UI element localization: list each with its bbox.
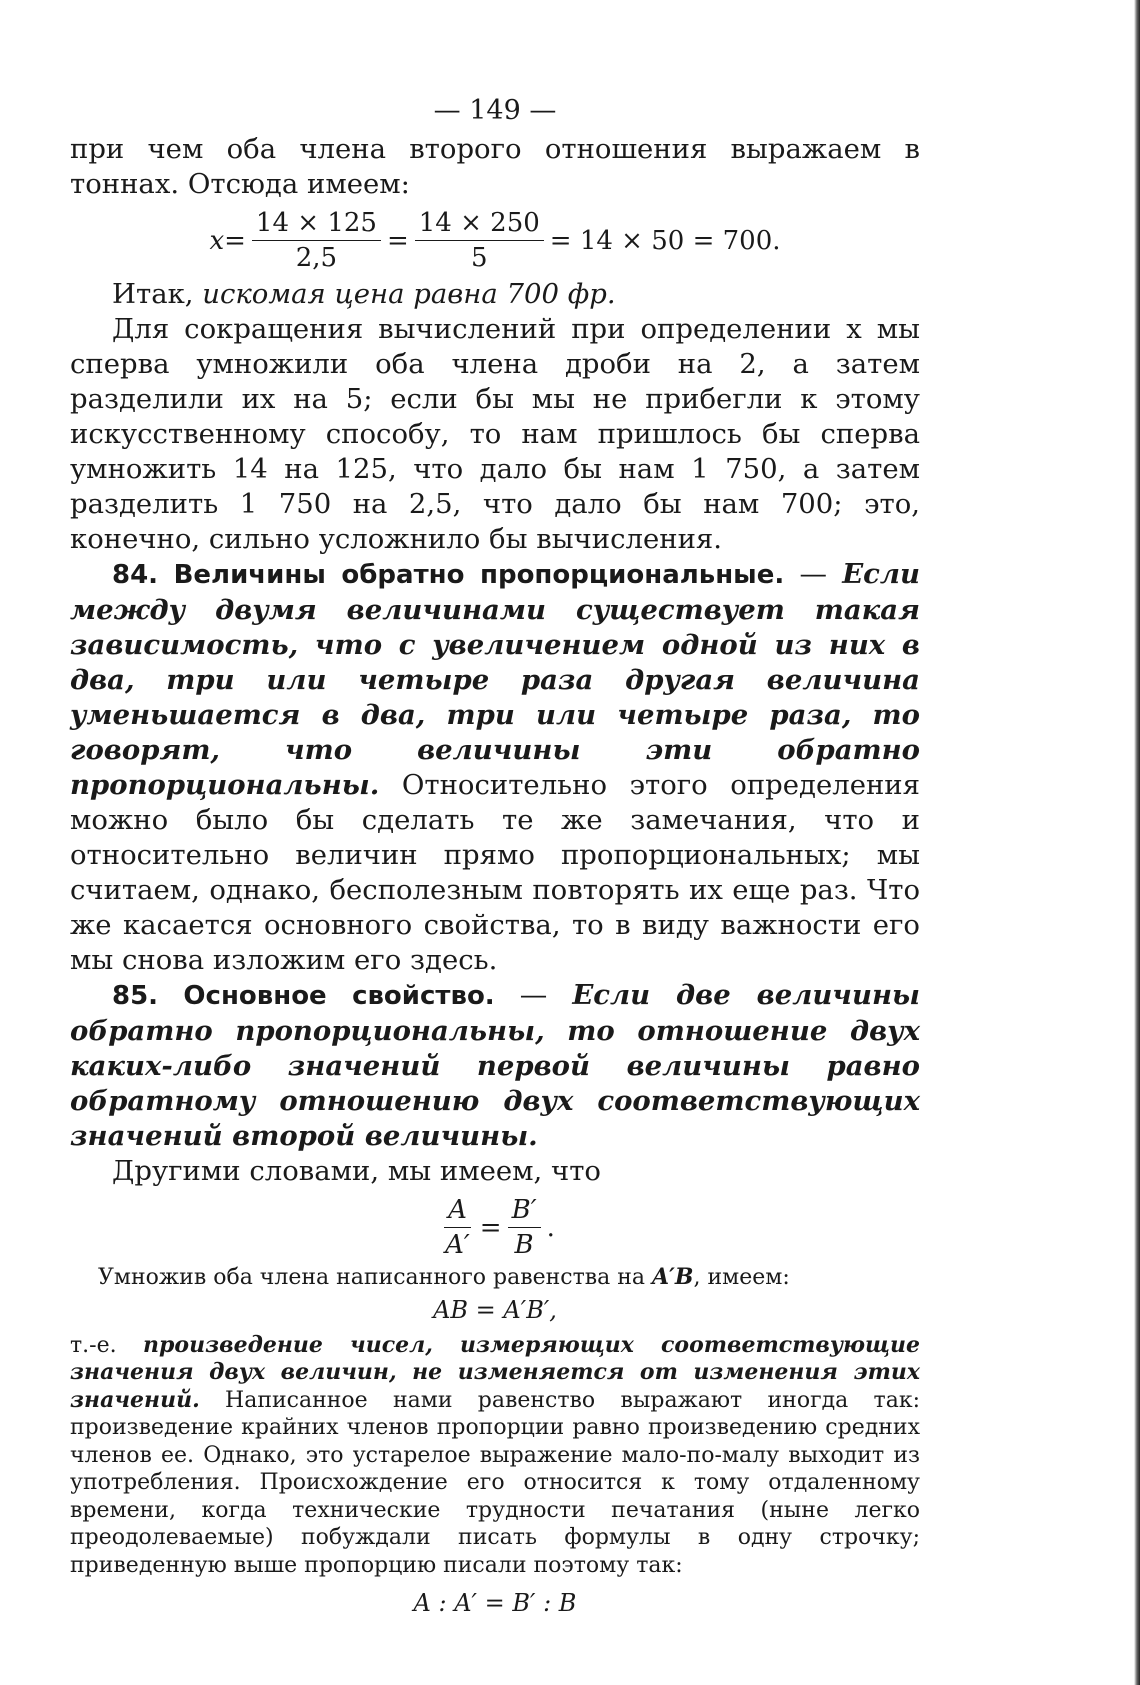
- formula-2-end: .: [546, 1212, 555, 1243]
- section-84: [70, 557, 920, 978]
- paragraph-3: Для сокращения вычислений при определении x мы сперва умножили оба члена дроби на 2, а затем разделили их на 5; если бы мы не прибегли к этому искусственному способу, то нам пришлось бы сперва умножить 14 на 125, что дало бы нам 1 750, а затем разделить 1 750 на 2,5, что дало бы нам 700; это, конечно, сильно усложнило бы вычисления.: [70, 313, 920, 555]
- page-number: — 149 —: [433, 95, 557, 126]
- section-85: [70, 978, 920, 1154]
- formula-1-frac-2: [415, 208, 544, 273]
- formula-2-frac-1: [441, 1195, 474, 1260]
- paragraph-2: [70, 277, 920, 312]
- small-2-italic: произведение чисел, измеряющих соответствующие значения двух величин, не изменяется от изменения этих значений.: [70, 1331, 920, 1413]
- section-85-title: 85. Основное свойство.: [112, 981, 495, 1011]
- page: [70, 95, 920, 1621]
- frac-2-denominator: 5: [470, 243, 488, 273]
- frac-2-numerator: 14 × 250: [415, 208, 544, 241]
- paragraph-2-italic: искомая цена равна 700 фр.: [202, 278, 616, 310]
- formula-1-eq: =: [224, 225, 246, 256]
- formula-2: [70, 1195, 920, 1260]
- section-84-title: 84. Величины обратно пропорциональные.: [112, 560, 785, 590]
- formula-2-den-1: A′: [445, 1230, 470, 1260]
- small-2-lead: т.-е.: [70, 1332, 144, 1358]
- formula-1: [70, 208, 920, 273]
- paragraph-2-lead: Итак,: [112, 278, 203, 310]
- small-1-tail: , имеем:: [693, 1265, 790, 1290]
- small-paragraph-2: [70, 1332, 920, 1580]
- section-84-dash: —: [784, 558, 843, 590]
- page-edge-shadow: [1134, 0, 1140, 1685]
- formula-2-eq: =: [479, 1212, 502, 1243]
- section-84-rest: Относительно этого определения можно было бы сделать те же замечания, что и относительно величин прямо пропорциональных; мы считаем, однако, бесполезным повторять их еще раз. Что же касается основного свойства, то в виду важности его мы снова изложим его здесь.: [70, 769, 920, 976]
- small-1-var: A′B: [652, 1264, 694, 1290]
- formula-1-var: x: [209, 225, 225, 256]
- formula-3: AB = A′B′,: [433, 1295, 557, 1324]
- formula-1-frac-1: [252, 208, 381, 273]
- formula-2-frac-2: [508, 1195, 541, 1260]
- formula-1-eq-2: =: [386, 225, 409, 256]
- paragraph-1: при чем оба члена второго отношения выражаем в тоннах. Отсюда имеем:: [70, 133, 920, 200]
- small-1-lead: Умножив оба члена написанного равенства на: [98, 1265, 653, 1290]
- frac-1-numerator: 14 × 125: [252, 208, 381, 241]
- section-85-dash: —: [494, 979, 573, 1011]
- formula-2-num-2: B′: [508, 1195, 541, 1228]
- paragraph-other-words: Другими словами, мы имеем, что: [112, 1155, 601, 1187]
- small-2-rest: Написанное нами равенство выражают иногда так: произведение крайних членов пропорции равно произведению средних членов ее. Однако, это устарелое выражение мало-по-малу выходит из употребления. Происхождение его относится к тому отдаленному времени, когда технические трудности печатания (ныне легко преодолеваемые) побуждали писать формулы в одну строчку; приведенную выше пропорцию писали поэтому так:: [70, 1387, 920, 1578]
- formula-1-tail: = 14 × 50 = 700.: [549, 225, 781, 256]
- formula-4: A : A′ = B′ : B: [413, 1589, 577, 1617]
- section-85-statement: Если две величины обратно пропорциональны, то отношение двух каких-либо значений первой величины равно обратному отношению двух соответствующих значений второй величины.: [70, 979, 920, 1152]
- section-84-definition: Если между двумя величинами существует такая зависимость, что с увеличением одной из них в два, три или четыре раза другая величина уменьшается в два, три или четыре раза, то говорят, что величины эти обратно пропорциональны.: [70, 558, 921, 801]
- formula-2-den-2: B: [514, 1230, 534, 1260]
- formula-2-num-1: A: [444, 1195, 471, 1228]
- small-paragraph-1: [70, 1264, 920, 1292]
- frac-1-denominator: 2,5: [295, 243, 338, 273]
